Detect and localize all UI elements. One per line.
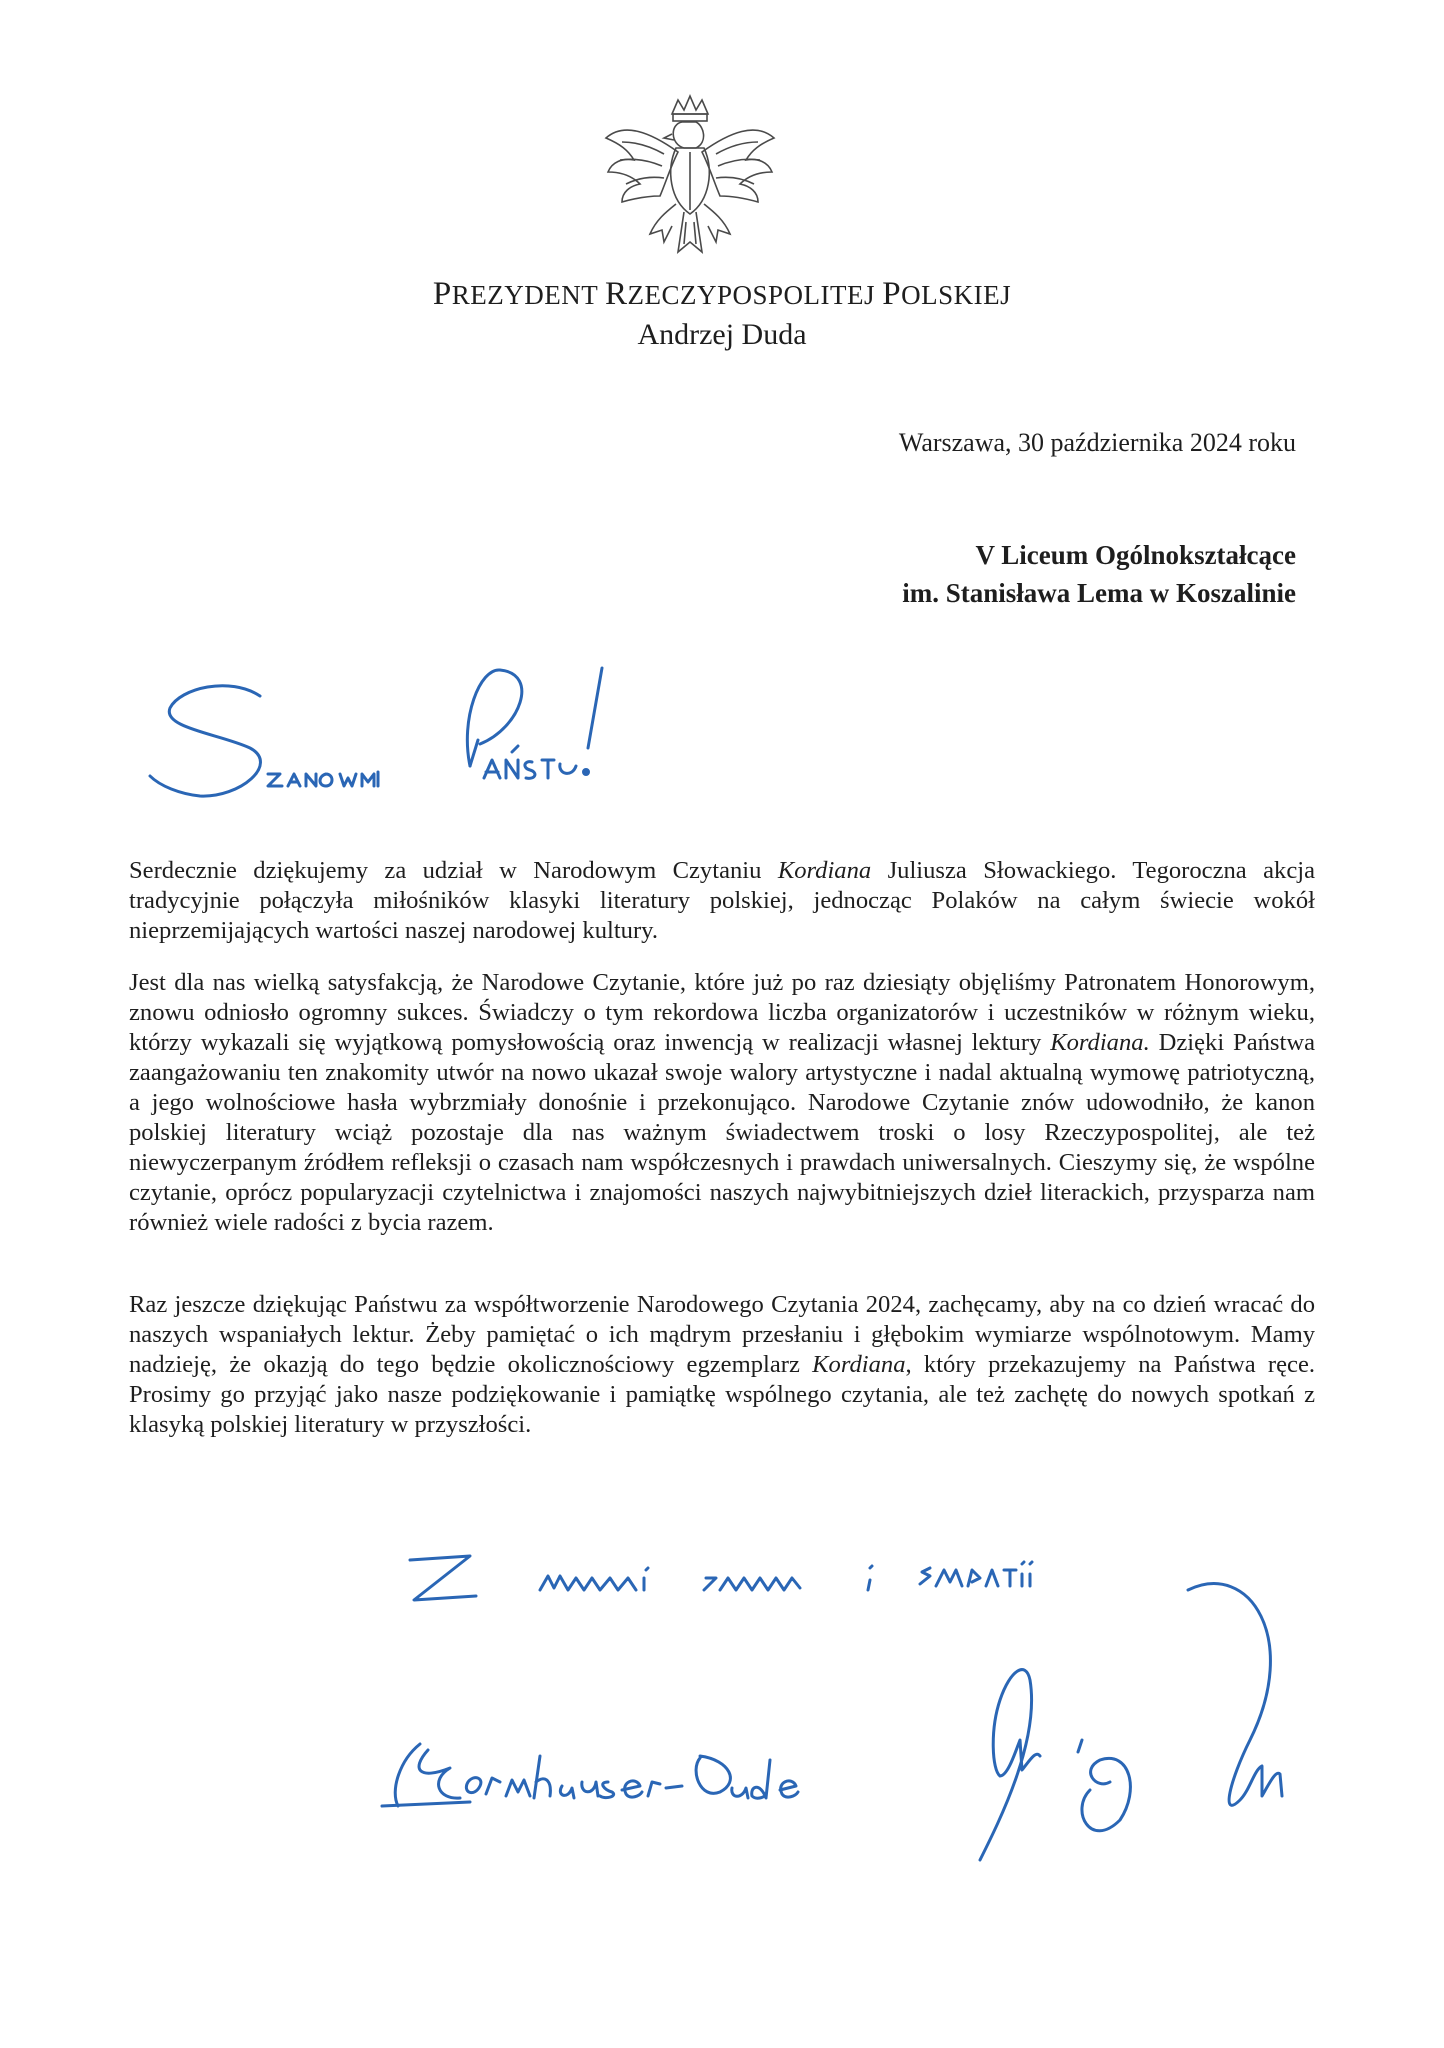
book-title: Kordiana [777, 857, 872, 884]
recipient-line-1: V Liceum Ogólnokształcące [975, 540, 1296, 570]
handwritten-salutation [140, 648, 660, 828]
president-name: Andrzej Duda [637, 318, 807, 351]
signature-andrzej-duda [980, 1584, 1282, 1860]
date-line: Warszawa, 30 października 2024 roku [898, 428, 1296, 457]
book-title: Kordiana [812, 1351, 906, 1378]
recipient-line-2: im. Stanisława Lema w Koszalinie [902, 578, 1296, 608]
office-title: PREZYDENT RZECZYPOSPOLITEJ POLSKIEJ [432, 276, 1012, 312]
paragraph-2: Jest dla nas wielką satysfakcją, że Narodowe Czytanie, które już po raz dziesiąty objęliśmy Patronatem Honorowym, znowu odniosło ogromny sukces. Świadczy o tym rekordowa liczba organizatorów i uczestników w różnym wieku, którzy wykazali się wyjątkową pomysłowością oraz inwencją w realizacji własnej lektury Kordiana. Dzięki Państwa zaangażowaniu ten znakomity utwór na nowo ukazał swoje walory artystyczne i nadal aktualną wymowę patriotyczną, a jego wolnościowe hasła wybrzmiały donośnie i przekonująco. Narodowe Czytanie znów udowodniło, że kanon polskiej literatury wciąż pozostaje dla nas ważnym świadectwem troski o losy Rzeczypospolitej, ale też niewyczerpanym źródłem refleksji o czasach nam współczesnych i prawdach uniwersalnych. Cieszymy się, że wspólne czytanie, oprócz popularyzacji czytelnictwa i znajomości naszych najwybitniejszych dzieł literackich, przysparza nam również wiele radości z bycia razem. [129, 969, 1315, 1236]
paragraph-1: Serdecznie dziękujemy za udział w Narodowym Czytaniu Kordiana Juliusza Słowackiego. Tegoroczna akcja tradycyjnie połączyła miłośników klasyki literatury polskiej, jednocząc Polaków na całym świecie wokół nieprzemijających wartości naszej narodowej kultury. [129, 857, 1315, 944]
eagle-emblem-icon [600, 92, 780, 262]
recipient-block [902, 536, 1296, 612]
handwritten-closing [410, 1556, 1032, 1600]
signature-kornhauser-duda [382, 1744, 798, 1806]
signature-block [0, 1520, 1444, 1960]
paragraph-3: Raz jeszcze dziękując Państwu za współtworzenie Narodowego Czytania 2024, zachęcamy, aby na co dzień wracać do naszych wspaniałych lektur. Żeby pamiętać o ich mądrym przesłaniu i głębokim wymiarze wspólnotowym. Mamy nadzieję, że okazją do tego będzie okolicznościowy egzemplarz Kordiana, który przekazujemy na Państwa ręce. Prosimy go przyjąć jako nasze podziękowanie i pamiątkę wspólnego czytania, ale też zachętę do nowych spotkań z klasyką polskiej literatury w przyszłości. [129, 1291, 1316, 1438]
book-title: Kordiana. [1050, 1029, 1150, 1056]
